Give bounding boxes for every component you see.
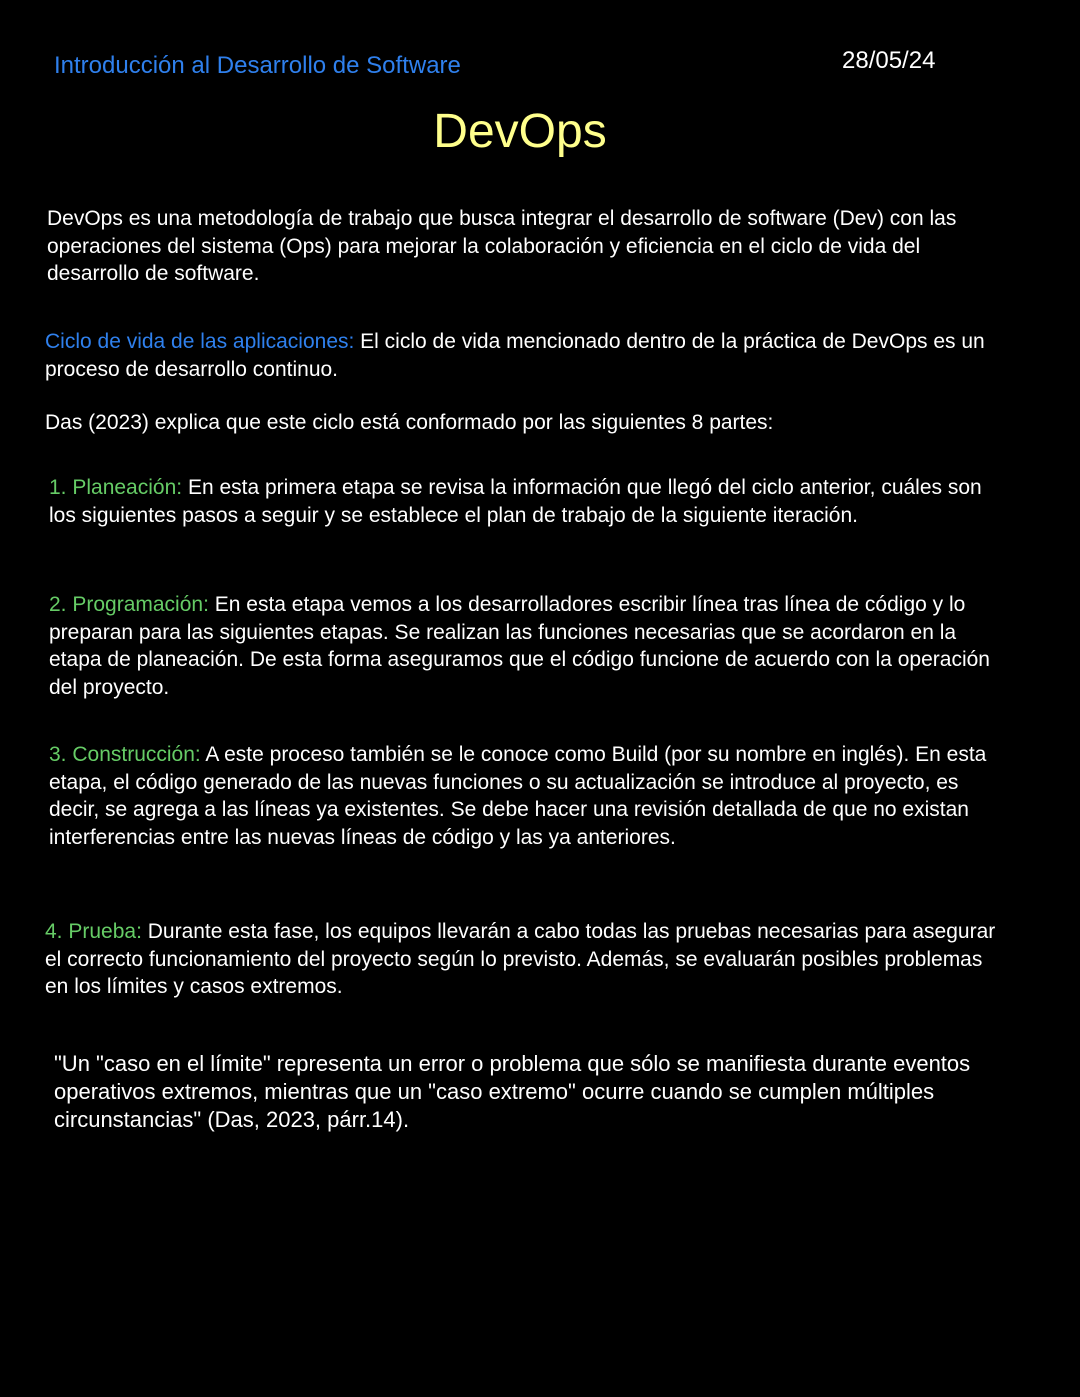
page-title: DevOps [433,105,607,158]
stage-programacion [49,591,1009,701]
document-date: 28/05/24 [842,47,936,74]
source-intro-paragraph: Das (2023) explica que este ciclo está conformado por las siguientes 8 partes: [45,411,774,434]
stage-label: 4. Prueba: [45,920,142,943]
lifecycle-text: El ciclo de vida mencionado dentro de la práctica de DevOps es un proceso de desarrollo continuo. [45,330,985,381]
stage-text: A este proceso también se le conoce como Build (por su nombre en inglés). En esta etapa, el código generado de las nuevas funciones o su actualización se introduce al proyecto, es decir, se agrega a las líneas ya existentes. Se debe hacer una revisión detallada de que no existan interferencias entre las nuevas líneas de código y las ya anteriores. [49,743,987,849]
stage-label: 1. Planeación: [49,476,183,499]
stage-text: Durante esta fase, los equipos llevarán a cabo todas las pruebas necesarias para asegurar el correcto funcionamiento del proyecto según lo previsto. Además, se evaluarán posibles problemas en los límites y casos extremos. [45,920,996,998]
stage-planeacion [49,474,1009,529]
quote-paragraph: "Un "caso en el límite" representa un error o problema que sólo se manifiesta durante eventos operativos extremos, mientras que un "caso extremo" ocurre cuando se cumplen múltiples circunstancias" (Das, 2023, párr.14). [54,1051,971,1132]
stage-construccion [49,741,1009,851]
lifecycle-paragraph [45,328,1045,383]
stage-label: 2. Programación: [49,593,209,616]
lifecycle-label: Ciclo de vida de las aplicaciones: [45,330,355,353]
stage-text: En esta primera etapa se revisa la información que llegó del ciclo anterior, cuáles son los siguientes pasos a seguir y se establece el plan de trabajo de la siguiente iteración. [49,476,982,527]
stage-prueba [45,918,1005,1001]
stage-text: En esta etapa vemos a los desarrolladores escribir línea tras línea de código y lo preparan para las siguientes etapas. Se realizan las funciones necesarias que se acordaron en la etapa de planeación. De esta forma aseguramos que el código funcione de acuerdo con la operación del proyecto. [49,593,990,699]
intro-paragraph: DevOps es una metodología de trabajo que busca integrar el desarrollo de software (Dev) con las operaciones del sistema (Ops) para mejorar la colaboración y eficiencia en el ciclo de vida del desarrollo de software. [47,207,957,285]
stage-label: 3. Construcción: [49,743,201,766]
course-title: Introducción al Desarrollo de Software [54,52,461,79]
